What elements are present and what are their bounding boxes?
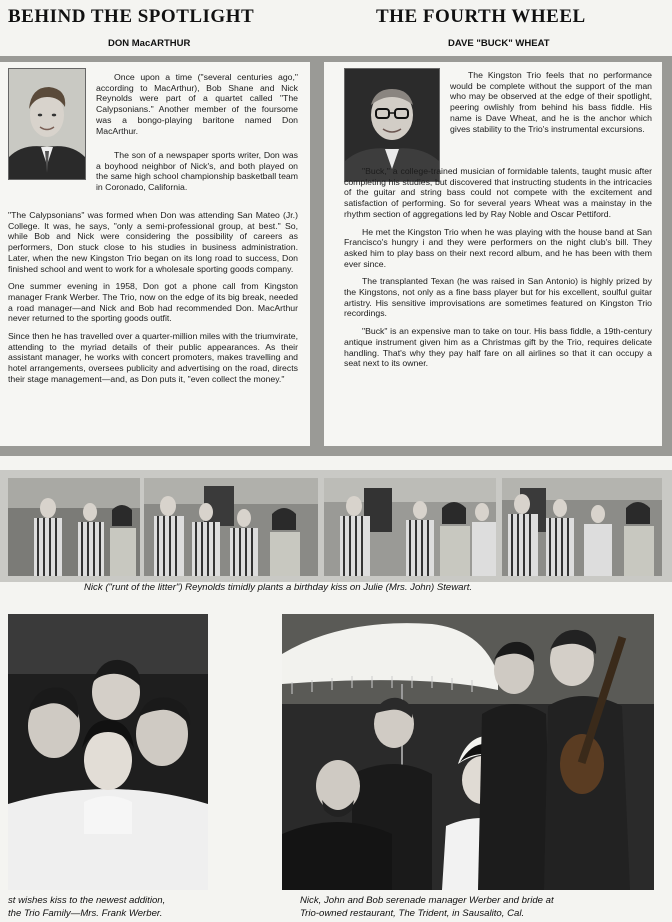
bottom-left-caption (8, 894, 165, 920)
right-byline: DAVE "BUCK" WHEAT (448, 38, 550, 49)
werber-kiss-photo (8, 614, 208, 890)
left-paragraph-2: The son of a newspaper sports writer, Don was a boyhood neighbor of Nick's, and both played on the same high school championship basketball team in Coronado, California. (96, 150, 298, 193)
right-headline: THE FOURTH WHEEL (376, 6, 586, 27)
strip-caption: Nick ("runt of the litter") Reynolds timidly plants a birthday kiss on Julie (Mrs. John) Stewart. (84, 582, 473, 593)
left-article-intro (96, 72, 298, 143)
left-paragraph-5: Since then he has travelled over a quarter-million miles with the triumvirate, attending to the myriad details of their public appearances. As their assistant manager, he works with concert promoters, makes travelling and hotel arrangements, oversees publicity and advertising on the road, directs their stage management—and, as Don puts it, "even collect the money." (8, 331, 298, 384)
right-article-intro (450, 70, 652, 141)
left-article-intro-2 (96, 150, 298, 200)
right-paragraph-1: The Kingston Trio feels that no performance would be complete without the support of the man who may be observed at the edge of their spotlight, peering owlishly from behind his bass fiddle. His name is Dave Wheat, and he is the anchor which gives stability to the Trio's instrumental excursions. (450, 70, 652, 134)
bottom-right-caption (300, 894, 554, 920)
strip-photo-1 (8, 478, 140, 576)
right-paragraph-3: He met the Kingston Trio when he was playing with the house band at San Francisco's hungry i and they were performers on the night club's bill. They asked him to play bass on their next record album, and he has been with them ever since. (344, 226, 652, 269)
strip-photo-2 (144, 478, 318, 576)
bottom-left-caption-line-1: st wishes kiss to the newest addition, (8, 895, 166, 906)
bottom-right-caption-line-1: Nick, John and Bob serenade manager Werber and bride at (300, 895, 554, 906)
left-paragraph-1: Once upon a time ("several centuries ago," according to MacArthur), Bob Shane and Nick Reynolds were part of a quartet called "The Calypsonians." Another member of the foursome was a bongo-playing baritone named Don MacArthur. (96, 72, 298, 136)
strip-photo-4 (502, 478, 662, 576)
left-headline: BEHIND THE SPOTLIGHT (8, 6, 255, 27)
right-paragraph-5: "Buck" is an expensive man to take on tour. His bass fiddle, a 19th-century antique instrument given him as a Christmas gift by the Trio, requires delicate handling. That's why they pay half fare on all airlines so that it can occupy a seat next to its owner. (344, 326, 652, 369)
bottom-left-caption-line-2: the Trio Family—Mrs. Frank Werber. (8, 908, 163, 919)
serenade-photo (282, 614, 654, 890)
strip-photo-3 (324, 478, 496, 576)
right-article-body (344, 166, 652, 376)
left-paragraph-3: "The Calypsonians" was formed when Don was attending San Mateo (Jr.) College. It was, he says, "only a semi-professional group, at best." So, while Bob and Nick were considering the possibility of careers as performers, Don stuck close to his studies in business administration. Later, when the new Kingston Trio began on its long road to success, Don finished school and went to work for a wholesale sporting goods company. (8, 210, 298, 274)
dave-wheat-portrait (344, 68, 440, 182)
bottom-right-caption-line-2: Trio-owned restaurant, The Trident, in Sausalito, Cal. (300, 908, 525, 919)
left-article-body (8, 210, 298, 392)
left-byline: DON MacARTHUR (108, 38, 191, 49)
right-paragraph-2: "Buck," a college-trained musician of formidable talents, taught music after completing his studies, but discovered that instructing students in the intricacies of the guitar and string bass could not compete with the excitement and satisfaction of performing. So for several years Wheat was a mainstay in the rhythm section of aggregations led by Ray Noble and Oscar Pettiford. (344, 166, 652, 219)
don-macarthur-portrait (8, 68, 86, 180)
left-paragraph-4: One summer evening in 1958, Don got a phone call from Kingston manager Frank Werber. The Trio, now on the edge of its big break, needed a road manager—and Nick and Bob had recommended Don. MacArthur never returned to the sporting goods outfit. (8, 281, 298, 324)
right-paragraph-4: The transplanted Texan (he was raised in San Antonio) is highly prized by the Kingstons, not only as a fine bass player but for his excellent, soulful guitar artistry. His sensitive improvisations are sometimes featured on Kingston Trio recordings. (344, 276, 652, 319)
